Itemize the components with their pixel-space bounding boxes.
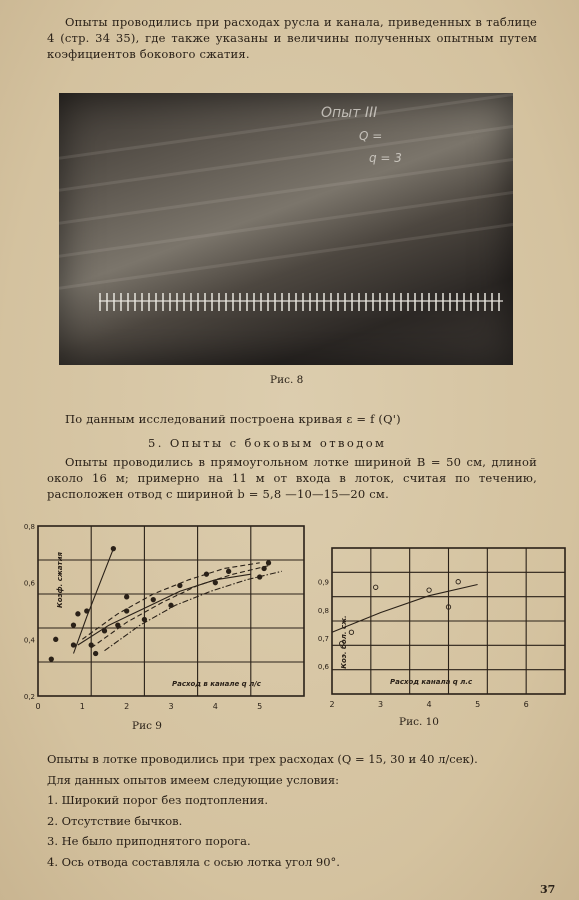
photo-label-q: Q =: [359, 129, 383, 143]
data-point: [124, 609, 128, 613]
figure-caption-9: Рис 9: [132, 720, 162, 732]
x-tick-label: 1: [79, 702, 85, 711]
chart-figure-9: [10, 518, 310, 720]
x-tick-label: 2: [329, 700, 335, 709]
curve-line: [105, 571, 282, 650]
data-point: [85, 609, 89, 613]
list-item: Для данных опытов имеем следующие условия:: [47, 772, 340, 787]
data-point: [257, 575, 261, 579]
data-point: [93, 651, 97, 655]
photo-rail: [99, 300, 503, 302]
data-point: [102, 629, 106, 633]
data-point: [178, 583, 182, 587]
y-tick-label: 0,9: [317, 578, 329, 587]
list-item: 1. Широкий порог без подтопления.: [47, 793, 269, 808]
paragraph-curve: По данным исследований построена кривая ε = f (Q'): [65, 412, 401, 426]
data-point: [111, 546, 115, 550]
data-point: [142, 617, 146, 621]
list-item: 3. Не было приподнятого порога.: [47, 834, 251, 849]
photo-label-small-q: q = 3: [369, 151, 402, 165]
data-point: [71, 643, 75, 647]
x-axis-label: Расход канала q л.с: [390, 678, 473, 686]
data-point: [262, 566, 266, 570]
y-tick-label: 0,4: [23, 636, 35, 645]
y-axis-label: Коэ. бол. сж.: [340, 615, 348, 669]
data-point: [151, 597, 155, 601]
conditions-list: [47, 749, 547, 873]
data-point: [169, 603, 173, 607]
x-tick-label: 3: [168, 702, 174, 711]
curve-line: [78, 574, 251, 645]
x-tick-label: 5: [475, 700, 481, 709]
curve-line: [74, 549, 114, 654]
chart-figure-10: [310, 542, 572, 716]
data-point: [49, 657, 53, 661]
photo-fence: [99, 293, 503, 311]
data-point: [204, 572, 208, 576]
data-point: [373, 585, 377, 589]
section-heading: 5. Опыты с боковым отводом: [148, 436, 387, 450]
curve-line: [332, 585, 478, 633]
paragraph-intro: Опыты проводились при расходах русла и канала, приведенных в таблице 4 (стр. 34 35), где также указаны и величины полученных опытным путем коэфициентов бокового сжатия.: [47, 15, 537, 61]
paragraph-experiment: Опыты проводились в прямоугольном лотке шириной B = 50 см, длиной около 16 м; примерно на 11 м от входа в лоток, считая по течению, расположен отвод с шириной b = 5,8 —10—15—20 см.: [47, 455, 537, 501]
photo-label-experiment: Опыт III: [321, 105, 378, 121]
x-tick-label: 3: [377, 700, 384, 709]
y-tick-label: 0,7: [317, 634, 329, 643]
figure-caption-10: Рис. 10: [399, 716, 439, 728]
data-point: [427, 588, 431, 592]
data-point: [349, 630, 353, 634]
data-point: [54, 637, 58, 641]
data-point: [213, 580, 217, 584]
curve-line: [91, 566, 268, 648]
list-item: 4. Ось отвода составляла с осью лотка угол 90°.: [47, 854, 340, 869]
x-tick-label: 5: [257, 702, 263, 711]
data-point: [456, 579, 460, 583]
y-axis-label: Коэф. сжатия: [56, 551, 64, 609]
y-tick-label: 0,6: [317, 662, 329, 671]
data-point: [266, 561, 270, 565]
x-axis-label: Расход в канале q л/с: [172, 680, 261, 688]
x-tick-label: 4: [212, 702, 218, 711]
data-point: [89, 643, 93, 647]
experiment-photo: [59, 93, 513, 365]
data-point: [124, 595, 128, 599]
y-tick-label: 0,2: [23, 693, 35, 701]
y-tick-label: 0,8: [317, 606, 329, 615]
figure-caption-8: Рис. 8: [270, 374, 304, 386]
y-tick-label: 0,8: [23, 523, 35, 531]
x-tick-label: 6: [523, 700, 529, 709]
data-point: [226, 569, 230, 573]
data-point: [71, 623, 75, 627]
x-tick-label: 2: [124, 702, 130, 711]
page-number: 37: [540, 883, 556, 896]
x-tick-label: 4: [426, 700, 432, 709]
data-point: [116, 623, 120, 627]
y-tick-label: 0,6: [23, 579, 35, 588]
list-item: 2. Отсутствие бычков.: [47, 813, 183, 828]
data-point: [76, 612, 80, 616]
x-tick-label: 0: [35, 702, 41, 711]
list-item: Опыты в лотке проводились при трех расходах (Q = 15, 30 и 40 л/сек).: [47, 752, 478, 766]
plot-frame: [38, 526, 304, 696]
